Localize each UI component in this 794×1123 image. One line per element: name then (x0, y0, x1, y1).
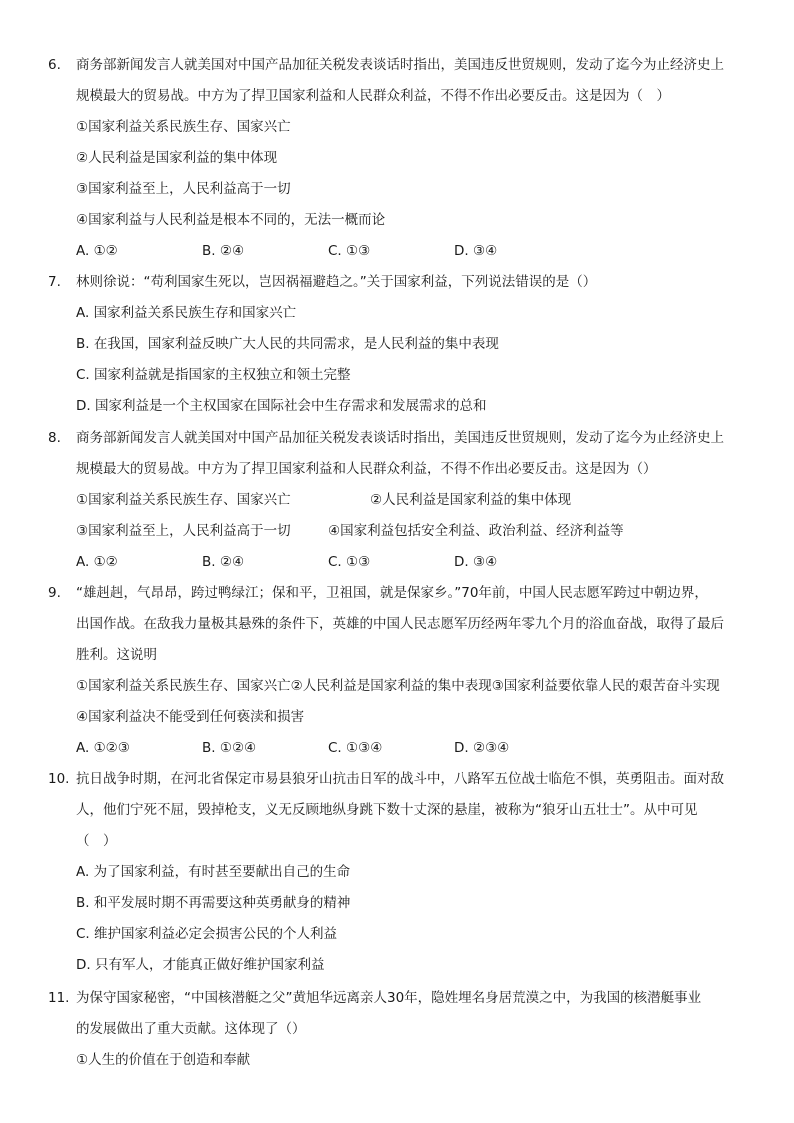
statement: ②人民利益是国家利益的集中体现 (370, 492, 572, 508)
option-c[interactable]: C. ①③ (328, 243, 371, 259)
option-row (76, 547, 748, 578)
option-row (76, 236, 748, 267)
statement: ②人民利益是国家利益的集中体现 (76, 150, 278, 166)
statement: ④国家利益决不能受到任何亵渎和损害 (76, 709, 305, 725)
statement: ③国家利益至上，人民利益高于一切 (76, 181, 291, 197)
statement: ③国家利益至上，人民利益高于一切 (76, 523, 291, 539)
question-stem-line: 人，他们宁死不屈，毁掉枪支，义无反顾地纵身跳下数十丈深的悬崖，被称为“狼牙山五壮士”。从中可见 (76, 802, 698, 818)
choice-a[interactable]: A. 为了国家利益，有时甚至要献出自己的生命 (76, 864, 351, 880)
option-c[interactable]: C. ①③④ (328, 740, 383, 756)
question-stem-line: 的发展做出了重大贡献。这体现了（） (76, 1021, 306, 1037)
statement: ④国家利益与人民利益是根本不同的，无法一概而论 (76, 212, 386, 228)
question-stem-line: 规模最大的贸易战。中方为了捍卫国家利益和人民群众利益，不得不作出必要反击。这是因为（） (76, 461, 657, 477)
option-d[interactable]: D. ③④ (454, 243, 498, 259)
question-10 (48, 764, 748, 981)
option-b[interactable]: B. ②④ (202, 554, 245, 570)
question-7 (48, 267, 748, 422)
option-b[interactable]: B. ②④ (202, 243, 245, 259)
choice-b[interactable]: B. 在我国，国家利益反映广大人民的共同需求，是人民利益的集中表现 (76, 336, 499, 352)
question-stem-line: 为保守国家秘密，“中国核潜艇之父”黄旭华远离亲人30年，隐姓埋名身居荒漠之中，为我国的核潜艇事业 (76, 990, 702, 1006)
statement: ①国家利益关系民族生存、国家兴亡②人民利益是国家利益的集中表现③国家利益要依靠人民的艰苦奋斗实现 (76, 678, 720, 694)
question-11 (48, 983, 748, 1076)
option-c[interactable]: C. ①③ (328, 554, 371, 570)
statement: ①人生的价值在于创造和奉献 (76, 1052, 251, 1068)
option-b[interactable]: B. ①②④ (202, 740, 257, 756)
question-8 (48, 423, 748, 578)
statement: ④国家利益包括安全利益、政治利益、经济利益等 (328, 523, 624, 539)
question-stem-line: 商务部新闻发言人就美国对中国产品加征关税发表谈话时指出，美国违反世贸规则，发动了迄今为止经济史上 (76, 57, 724, 73)
choice-a[interactable]: A. 国家利益关系民族生存和国家兴亡 (76, 305, 297, 321)
question-stem-line: 胜利。这说明 (76, 647, 157, 663)
statement-row (76, 516, 748, 547)
question-stem-line: “雄赳赳，气昂昂，跨过鸭绿江；保和平，卫祖国，就是保家乡。”70年前，中国人民志愿军跨过中朝边界， (76, 585, 708, 601)
option-d[interactable]: D. ②③④ (454, 740, 510, 756)
question-number: 6. (48, 57, 61, 73)
option-a[interactable]: A. ①②③ (76, 740, 130, 756)
statement-row (76, 485, 748, 516)
choice-b[interactable]: B. 和平发展时期不再需要这种英勇献身的精神 (76, 895, 351, 911)
option-d[interactable]: D. ③④ (454, 554, 498, 570)
question-number: 9. (48, 585, 61, 601)
question-stem-line: 抗日战争时期，在河北省保定市易县狼牙山抗击日军的战斗中，八路军五位战士临危不惧，英勇阻击。面对敌 (76, 771, 724, 787)
choice-d[interactable]: D. 国家利益是一个主权国家在国际社会中生存需求和发展需求的总和 (76, 398, 487, 414)
choice-d[interactable]: D. 只有军人，才能真正做好维护国家利益 (76, 957, 325, 973)
option-row (76, 733, 748, 764)
question-number: 10. (48, 771, 70, 787)
choice-c[interactable]: C. 维护国家利益必定会损害公民的个人利益 (76, 926, 338, 942)
question-stem-line: 规模最大的贸易战。中方为了捍卫国家利益和人民群众利益，不得不作出必要反击。这是因为（ ） (76, 88, 670, 104)
question-stem-line: 商务部新闻发言人就美国对中国产品加征关税发表谈话时指出，美国违反世贸规则，发动了迄今为止经济史上 (76, 430, 724, 446)
option-a[interactable]: A. ①② (76, 243, 118, 259)
question-number: 7. (48, 274, 61, 290)
statement: ①国家利益关系民族生存、国家兴亡 (76, 492, 291, 508)
question-6 (48, 50, 748, 267)
option-a[interactable]: A. ①② (76, 554, 118, 570)
question-9 (48, 578, 748, 764)
question-number: 8. (48, 430, 61, 446)
question-stem-line: （ ） (76, 833, 117, 849)
question-stem-line: 出国作战。在敌我力量极其悬殊的条件下，英雄的中国人民志愿军历经两年零九个月的浴血奋战，取得了最后 (76, 616, 724, 632)
statement: ①国家利益关系民族生存、国家兴亡 (76, 119, 291, 135)
choice-c[interactable]: C. 国家利益就是指国家的主权独立和领土完整 (76, 367, 351, 383)
question-stem-line: 林则徐说：“苟利国家生死以，岂因祸福避趋之。”关于国家利益，下列说法错误的是（） (76, 274, 597, 290)
question-number: 11. (48, 990, 70, 1006)
